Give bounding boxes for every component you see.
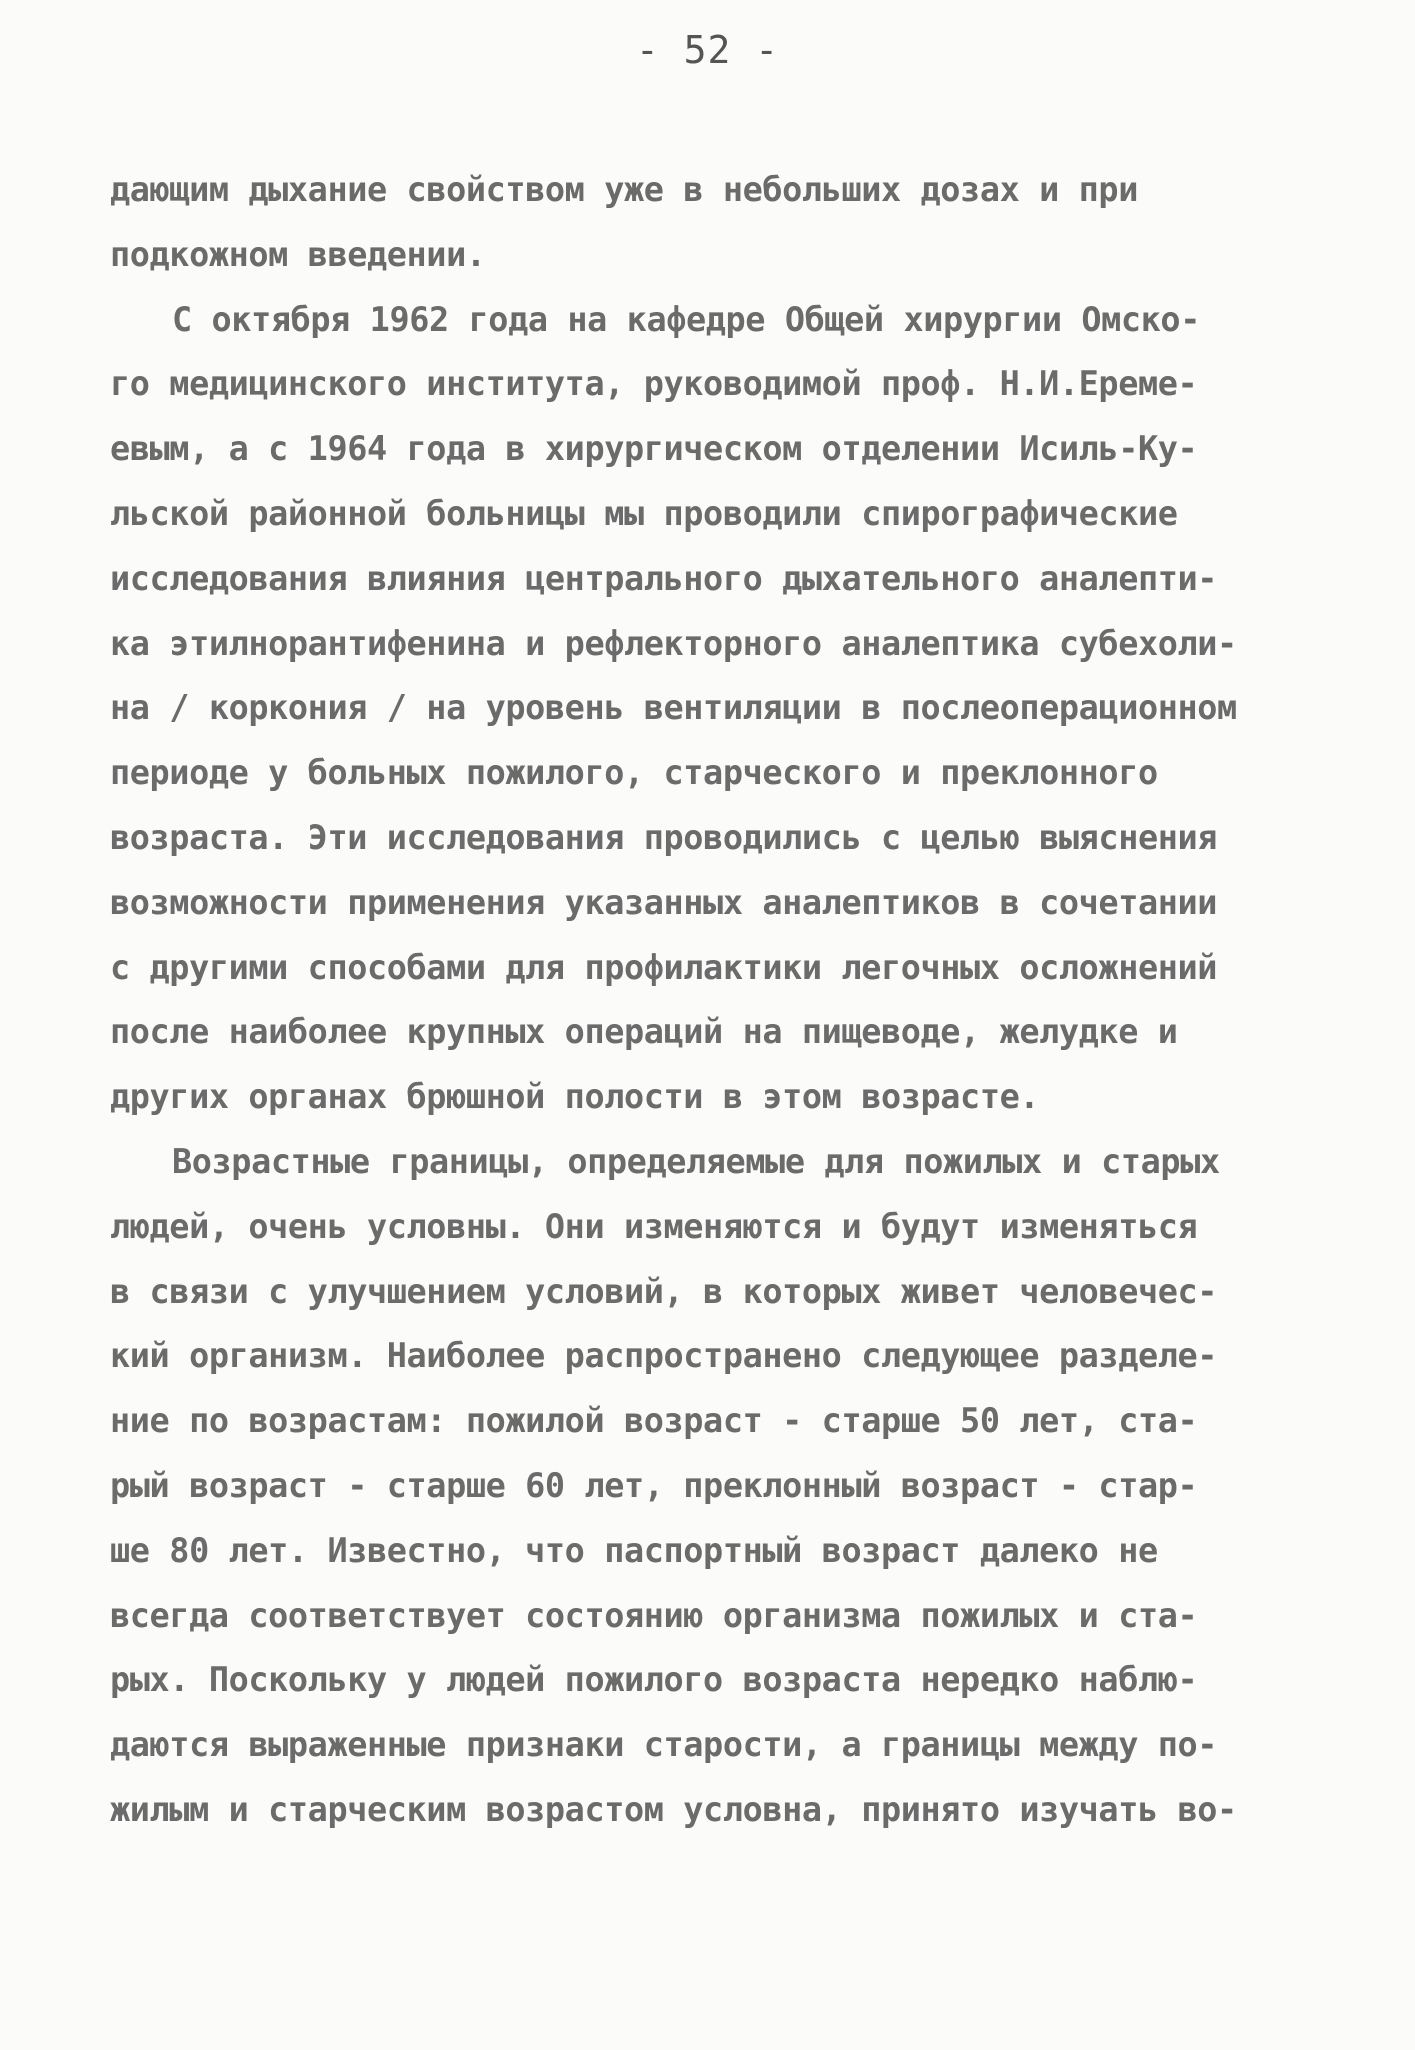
text-line: периоде у больных пожилого, старческого и преклонного [110,753,1158,793]
text-line: льской районной больницы мы проводили спирографические [110,493,1178,533]
text-line: возможности применения указанных аналептиков в сочетании [110,882,1218,922]
text-line: рый возраст - старше 60 лет, преклонный возраст - стар- [110,1465,1198,1505]
text-line: в связи с улучшением условий, в которых живет человечес- [110,1271,1218,1311]
text-line: Возрастные границы, определяемые для пожилых и старых [172,1141,1220,1181]
text-line: ше 80 лет. Известно, что паспортный возраст далеко не [110,1530,1158,1570]
text-line: после наиболее крупных операций на пищеводе, желудке и [110,1012,1178,1052]
text-line: рых. Поскольку у людей пожилого возраста нередко наблю- [110,1660,1198,1700]
text-line: людей, очень условны. Они изменяются и будут изменяться [110,1206,1198,1246]
text-line: кий организм. Наиболее распространено следующее разделе- [110,1336,1218,1376]
text-line: всегда соответствует состоянию организма пожилых и ста- [110,1595,1198,1635]
text-line: жилым и старческим возрастом условна, принято изучать во- [110,1789,1237,1829]
text-line: других органах брюшной полости в этом возрасте. [110,1077,1040,1117]
text-line: ние по возрастам: пожилой возраст - старше 50 лет, ста- [110,1401,1198,1441]
body-text [110,158,1350,1843]
text-line: исследования влияния центрального дыхательного аналепти- [110,558,1218,598]
text-line: го медицинского института, руководимой проф. Н.И.Ереме- [110,364,1198,404]
text-line: подкожном введении. [110,234,486,274]
text-line: на / коркония / на уровень вентиляции в послеоперационном [110,688,1237,728]
text-line: С октября 1962 года на кафедре Общей хирургии Омско- [172,299,1200,339]
text-line: даются выраженные признаки старости, а границы между по- [110,1725,1218,1765]
text-line: с другими способами для профилактики легочных осложнений [110,947,1218,987]
text-line: возраста. Эти исследования проводились с целью выяснения [110,817,1218,857]
text-line: ка этилнорантифенина и рефлекторного аналептика субехоли- [110,623,1237,663]
page-number: - 52 - [635,28,780,72]
text-line: евым, а с 1964 года в хирургическом отделении Исиль-Ку- [110,429,1198,469]
text-line: дающим дыхание свойством уже в небольших дозах и при [110,170,1138,209]
